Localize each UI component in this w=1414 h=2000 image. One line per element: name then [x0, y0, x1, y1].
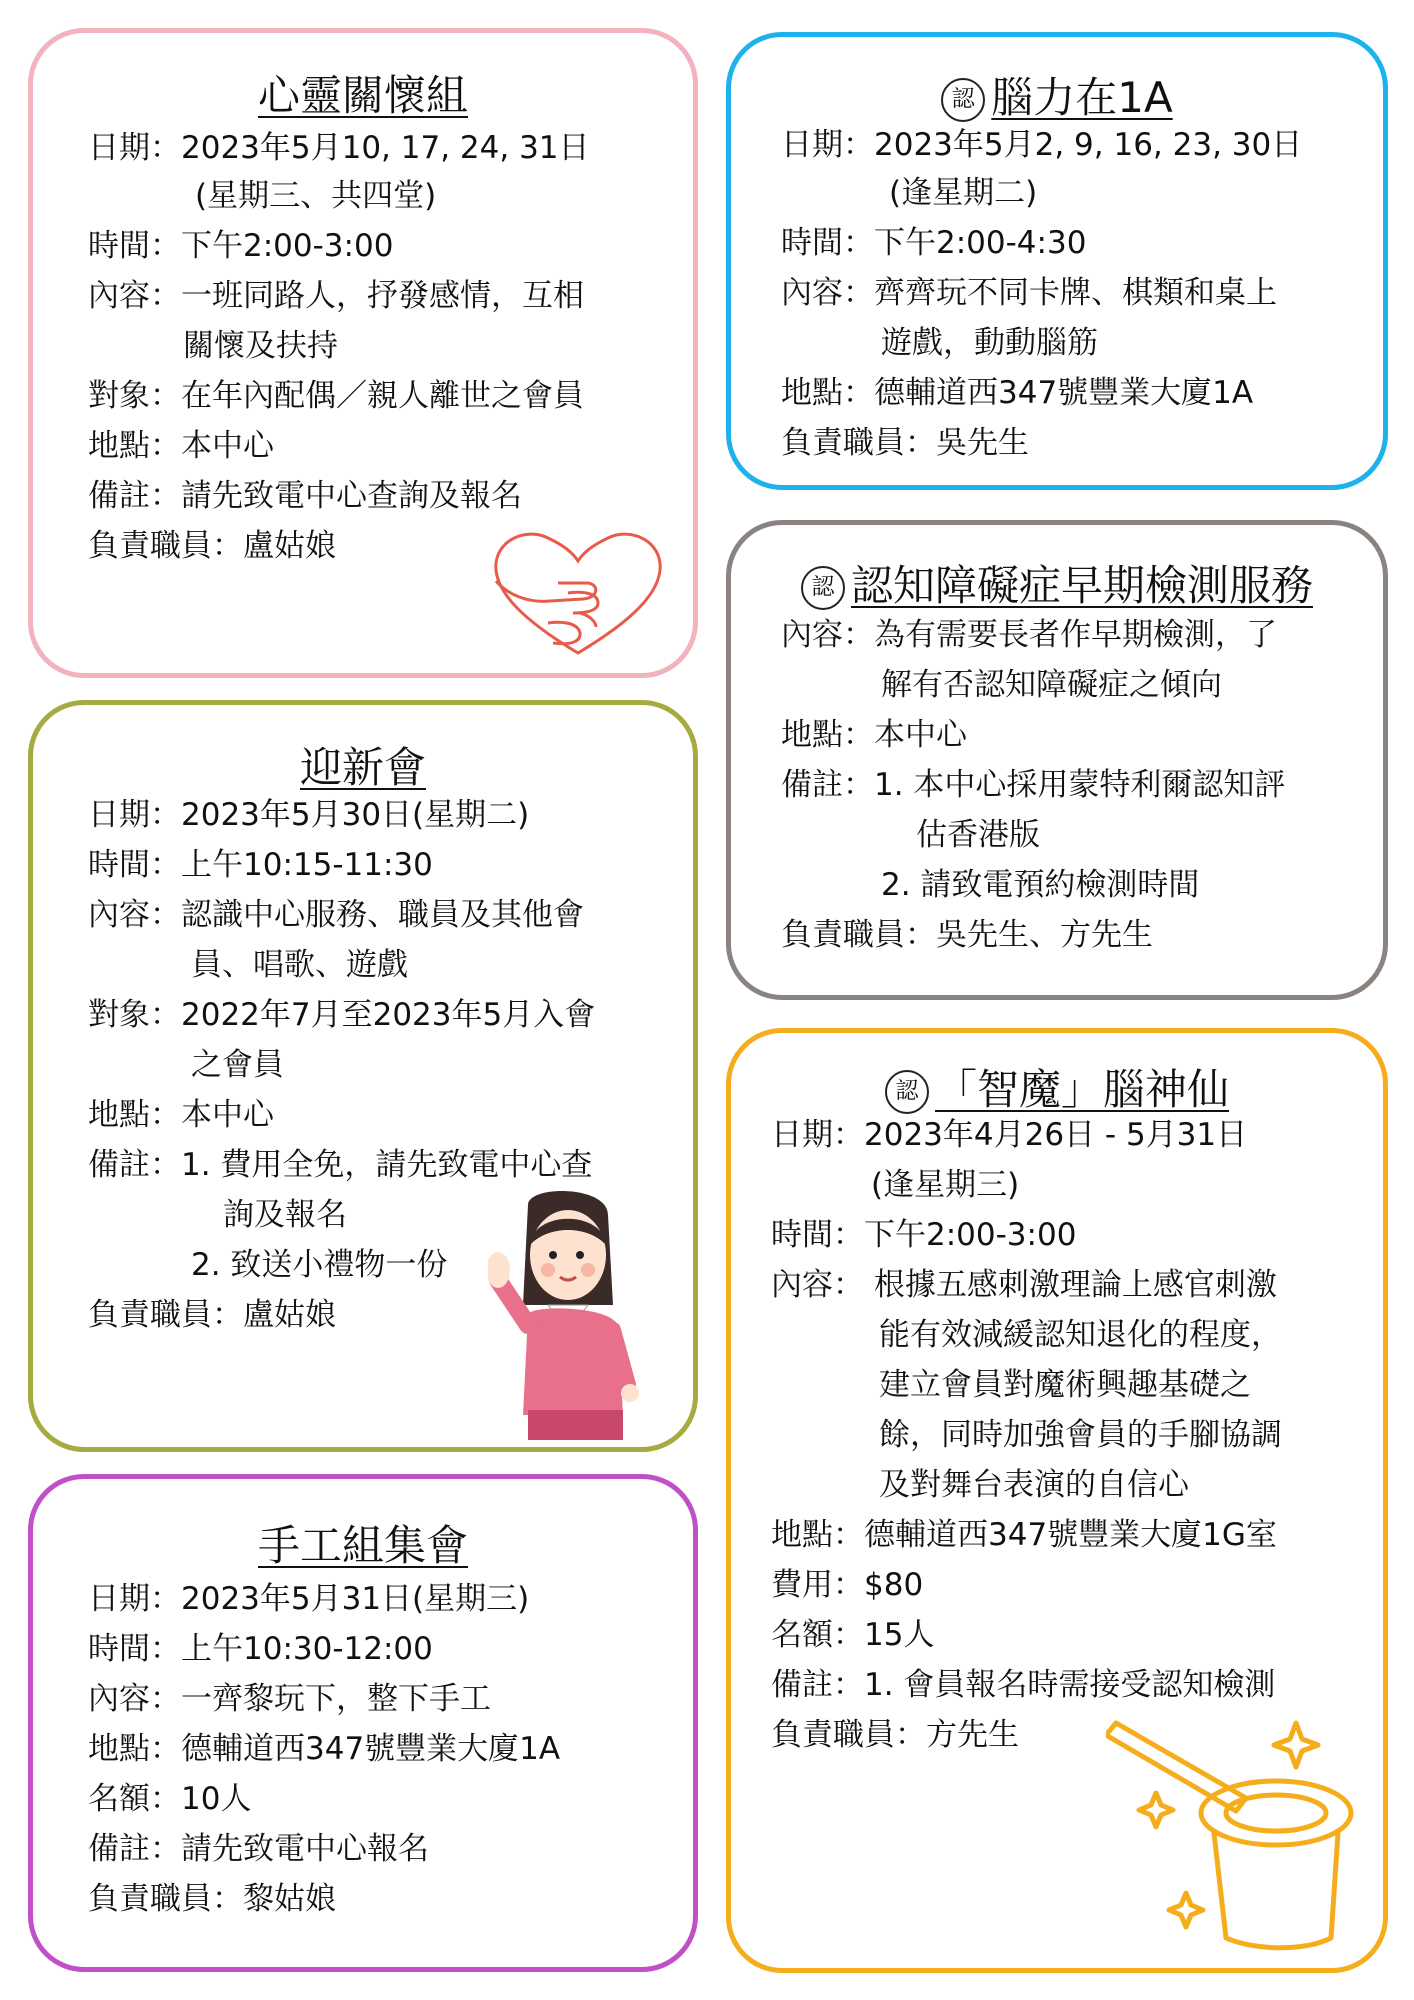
venue-line: 地點：德輔道西347號豐業大廈1A	[88, 1731, 561, 1767]
card-title: 手工組集會	[257, 1521, 468, 1570]
staff-line: 負責職員：盧姑娘	[88, 528, 336, 564]
quota-line: 名額：15人	[771, 1617, 935, 1653]
cognitive-badge-icon: 認	[885, 1070, 929, 1114]
card-title-text: 「智魔」腦神仙	[934, 1065, 1229, 1114]
fee-line: 費用：$80	[771, 1567, 924, 1603]
venue-line: 地點：本中心	[88, 428, 274, 464]
content-line: 內容： 根據五感刺激理論上感官刺激	[771, 1267, 1277, 1303]
staff-line: 負責職員：黎姑娘	[88, 1881, 336, 1917]
quota-line: 名額：10人	[88, 1781, 252, 1817]
content-line-2: 解有否認知障礙症之傾向	[881, 667, 1222, 703]
card-title	[731, 65, 1383, 125]
date-line: 日期：2023年4月26日 - 5月31日	[771, 1117, 1248, 1153]
staff-line: 負責職員：吳先生、方先生	[781, 917, 1153, 953]
card-title: 迎新會	[299, 743, 426, 792]
content-line-4: 餘，同時加強會員的手腳協調	[879, 1417, 1282, 1453]
time-line: 時間：下午2:00-3:00	[88, 228, 394, 264]
date-line: 日期：2023年5月30日(星期二)	[88, 797, 530, 833]
time-line: 時間：下午2:00-4:30	[781, 225, 1087, 261]
time-line: 時間：下午2:00-3:00	[771, 1217, 1077, 1253]
staff-line: 負責職員：盧姑娘	[88, 1297, 336, 1333]
card-welcome-party	[28, 700, 698, 1452]
target-line: 對象：2022年7月至2023年5月入會	[88, 997, 596, 1033]
venue-line: 地點：本中心	[88, 1097, 274, 1133]
remark-line-2: 估香港版	[916, 817, 1040, 853]
date-note: (星期三、共四堂)	[195, 178, 437, 214]
card-magic-brain-immortal	[726, 1028, 1388, 1973]
card-heart-care-group	[28, 28, 698, 678]
content-line: 內容：齊齊玩不同卡牌、棋類和桌上	[781, 275, 1277, 311]
content-line: 內容：認識中心服務、職員及其他會	[88, 897, 584, 933]
content-line-5: 及對舞台表演的自信心	[879, 1467, 1189, 1503]
venue-line: 地點：本中心	[781, 717, 967, 753]
card-title-text: 腦力在1A	[991, 73, 1173, 122]
date-note: (逢星期三)	[871, 1167, 1020, 1203]
content-line-3: 建立會員對魔術興趣基礎之	[879, 1367, 1251, 1403]
target-line: 對象：在年內配偶／親人離世之會員	[88, 378, 584, 414]
heart-hug-icon	[488, 523, 668, 663]
card-brain-power-1a	[726, 32, 1388, 490]
cognitive-badge-icon: 認	[801, 566, 845, 610]
remark-line-3: 2. 致送小禮物一份	[191, 1247, 448, 1283]
date-line: 日期：2023年5月2, 9, 16, 23, 30日	[781, 127, 1303, 163]
date-note: (逢星期二)	[889, 175, 1038, 211]
date-line: 日期：2023年5月31日(星期三)	[88, 1581, 530, 1617]
remark-line: 備註：1. 費用全免，請先致電中心查	[88, 1147, 593, 1183]
card-title-text: 認知障礙症早期檢測服務	[850, 561, 1313, 610]
remark-line: 備註：1. 會員報名時需接受認知檢測	[771, 1667, 1276, 1703]
venue-line: 地點：德輔道西347號豐業大廈1G室	[771, 1517, 1277, 1553]
content-line-2: 員、唱歌、遊戲	[191, 947, 408, 983]
card-dementia-screening	[726, 520, 1388, 1000]
remark-line: 備註：請先致電中心報名	[88, 1831, 429, 1867]
content-line: 內容：一班同路人，抒發感情，互相	[88, 278, 584, 314]
content-line: 內容：為有需要長者作早期檢測，了	[781, 617, 1277, 653]
magic-hat-wand-icon	[1106, 1703, 1361, 1953]
waving-woman-icon	[488, 1185, 663, 1450]
time-line: 時間：上午10:15-11:30	[88, 847, 433, 883]
remark-line-3: 2. 請致電預約檢測時間	[881, 867, 1200, 903]
staff-line: 負責職員：吳先生	[781, 425, 1029, 461]
card-title	[731, 553, 1383, 613]
remark-line-2: 詢及報名	[223, 1197, 347, 1233]
time-line: 時間：上午10:30-12:00	[88, 1631, 433, 1667]
content-line-2: 關懷及扶持	[183, 328, 338, 364]
venue-line: 地點：德輔道西347號豐業大廈1A	[781, 375, 1254, 411]
content-line: 內容：一齊黎玩下，整下手工	[88, 1681, 491, 1717]
date-line: 日期：2023年5月10, 17, 24, 31日	[88, 130, 590, 166]
target-line-2: 之會員	[191, 1047, 284, 1083]
card-title	[731, 1057, 1383, 1117]
card-handicraft-gathering	[28, 1474, 698, 1972]
remark-line: 備註：請先致電中心查詢及報名	[88, 478, 522, 514]
staff-line: 負責職員：方先生	[771, 1717, 1019, 1753]
content-line-2: 能有效減緩認知退化的程度，	[879, 1317, 1282, 1353]
content-line-2: 遊戲，動動腦筋	[881, 325, 1098, 361]
card-title: 心靈關懷組	[257, 71, 468, 120]
remark-line: 備註：1. 本中心採用蒙特利爾認知評	[781, 767, 1286, 803]
cognitive-badge-icon: 認	[941, 78, 985, 122]
